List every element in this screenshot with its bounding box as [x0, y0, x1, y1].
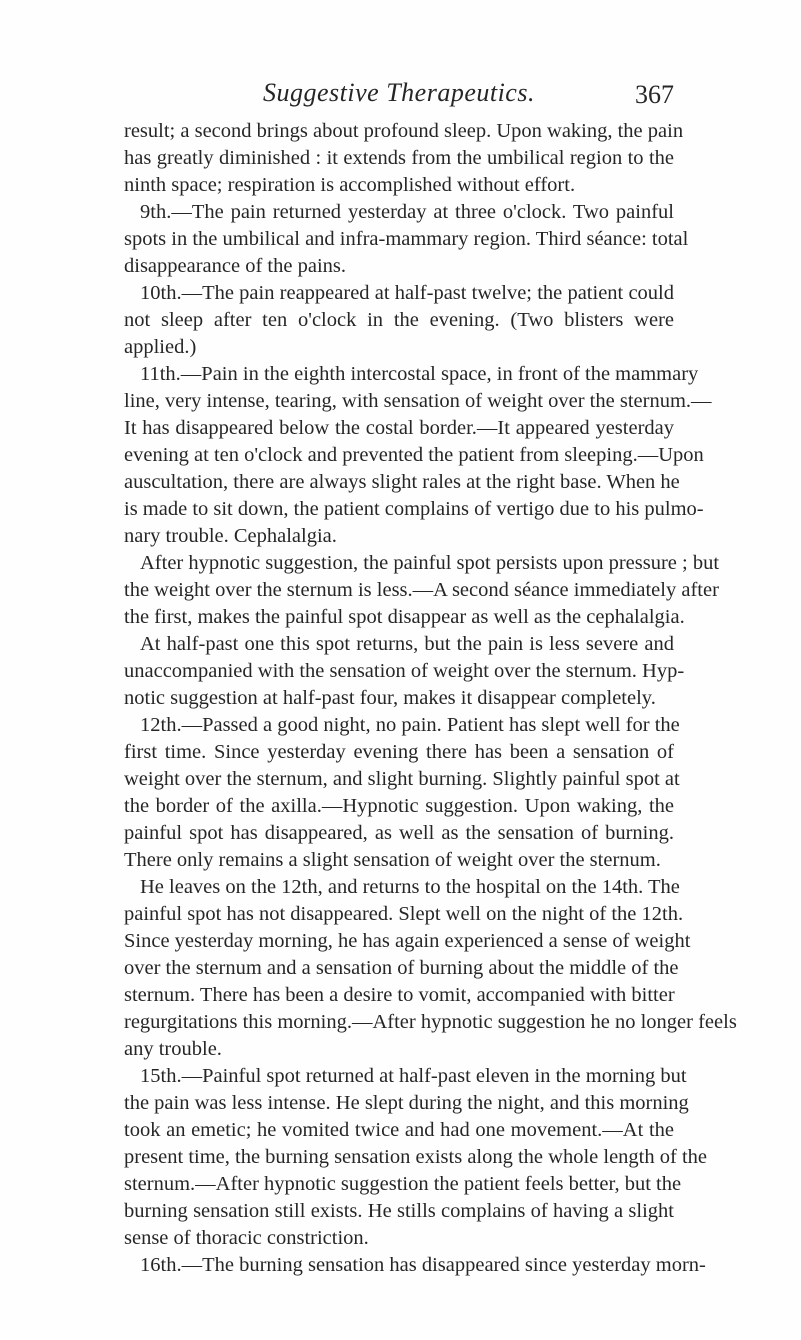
text-line: regurgitations this morning.—After hypnotic suggestion he no longer feels	[124, 1011, 737, 1033]
text-line: notic suggestion at half-past four, makes it disappear completely.	[124, 687, 656, 709]
body-text	[124, 118, 737, 1279]
text-line: the first, makes the painful spot disappear as well as the cephalalgia.	[124, 606, 685, 628]
text-line: 10th.—The pain reappeared at half-past twelve; the patient could	[140, 282, 674, 304]
text-line: not sleep after ten o'clock in the evening. (Two blisters were	[124, 309, 674, 331]
text-line: painful spot has disappeared, as well as the sensation of burning.	[124, 822, 674, 844]
text-line: 16th.—The burning sensation has disappeared since yesterday morn-	[140, 1254, 706, 1276]
text-line: sense of thoracic constriction.	[124, 1227, 369, 1249]
text-line: the weight over the sternum is less.—A second séance immediately after	[124, 579, 719, 601]
page-number: 367	[635, 80, 674, 109]
text-line: 11th.—Pain in the eighth intercostal space, in front of the mammary	[140, 363, 699, 385]
text-line: 9th.—The pain returned yesterday at three o'clock. Two painful	[140, 201, 674, 223]
text-line: 15th.—Painful spot returned at half-past eleven in the morning but	[140, 1065, 687, 1087]
text-line: disappearance of the pains.	[124, 255, 346, 277]
text-line: took an emetic; he vomited twice and had one movement.—At the	[124, 1119, 674, 1141]
text-line: evening at ten o'clock and prevented the patient from sleeping.—Upon	[124, 444, 704, 466]
text-line: sternum. There has been a desire to vomit, accompanied with bitter	[124, 984, 675, 1006]
text-line: the pain was less intense. He slept during the night, and this morning	[124, 1092, 689, 1114]
text-line: After hypnotic suggestion, the painful spot persists upon pressure ; but	[140, 552, 720, 574]
text-line: line, very intense, tearing, with sensation of weight over the sternum.—	[124, 390, 712, 412]
text-line: has greatly diminished : it extends from the umbilical region to the	[124, 147, 674, 169]
text-line: He leaves on the 12th, and returns to the hospital on the 14th. The	[140, 876, 680, 898]
text-line: weight over the sternum, and slight burning. Slightly painful spot at	[124, 768, 680, 790]
text-line: any trouble.	[124, 1038, 222, 1060]
text-line: unaccompanied with the sensation of weight over the sternum. Hyp-	[124, 660, 685, 682]
text-line: first time. Since yesterday evening there has been a sensation of	[124, 741, 674, 763]
text-line: nary trouble. Cephalalgia.	[124, 525, 337, 547]
text-line: Since yesterday morning, he has again experienced a sense of weight	[124, 930, 691, 952]
text-line: sternum.—After hypnotic suggestion the patient feels better, but the	[124, 1173, 682, 1195]
text-line: spots in the umbilical and infra-mammary region. Third séance: total	[124, 228, 689, 250]
text-line: 12th.—Passed a good night, no pain. Patient has slept well for the	[140, 714, 680, 736]
text-line: the border of the axilla.—Hypnotic suggestion. Upon waking, the	[124, 795, 674, 817]
running-head	[124, 76, 674, 110]
text-line: present time, the burning sensation exists along the whole length of the	[124, 1146, 707, 1168]
running-head-title: Suggestive Therapeutics.	[263, 78, 535, 107]
text-line: painful spot has not disappeared. Slept well on the night of the 12th.	[124, 903, 684, 925]
text-line: It has disappeared below the costal border.—It appeared yesterday	[124, 417, 674, 439]
text-line: burning sensation still exists. He stills complains of having a slight	[124, 1200, 674, 1222]
text-line: ninth space; respiration is accomplished without effort.	[124, 174, 576, 196]
text-line: applied.)	[124, 336, 197, 358]
text-line: is made to sit down, the patient complains of vertigo due to his pulmo-	[124, 498, 704, 520]
text-line: over the sternum and a sensation of burning about the middle of the	[124, 957, 679, 979]
text-line: auscultation, there are always slight rales at the right base. When he	[124, 471, 680, 493]
text-line: At half-past one this spot returns, but the pain is less severe and	[140, 633, 674, 655]
text-line: result; a second brings about profound sleep. Upon waking, the pain	[124, 120, 684, 142]
text-line: There only remains a slight sensation of weight over the sternum.	[124, 849, 661, 871]
